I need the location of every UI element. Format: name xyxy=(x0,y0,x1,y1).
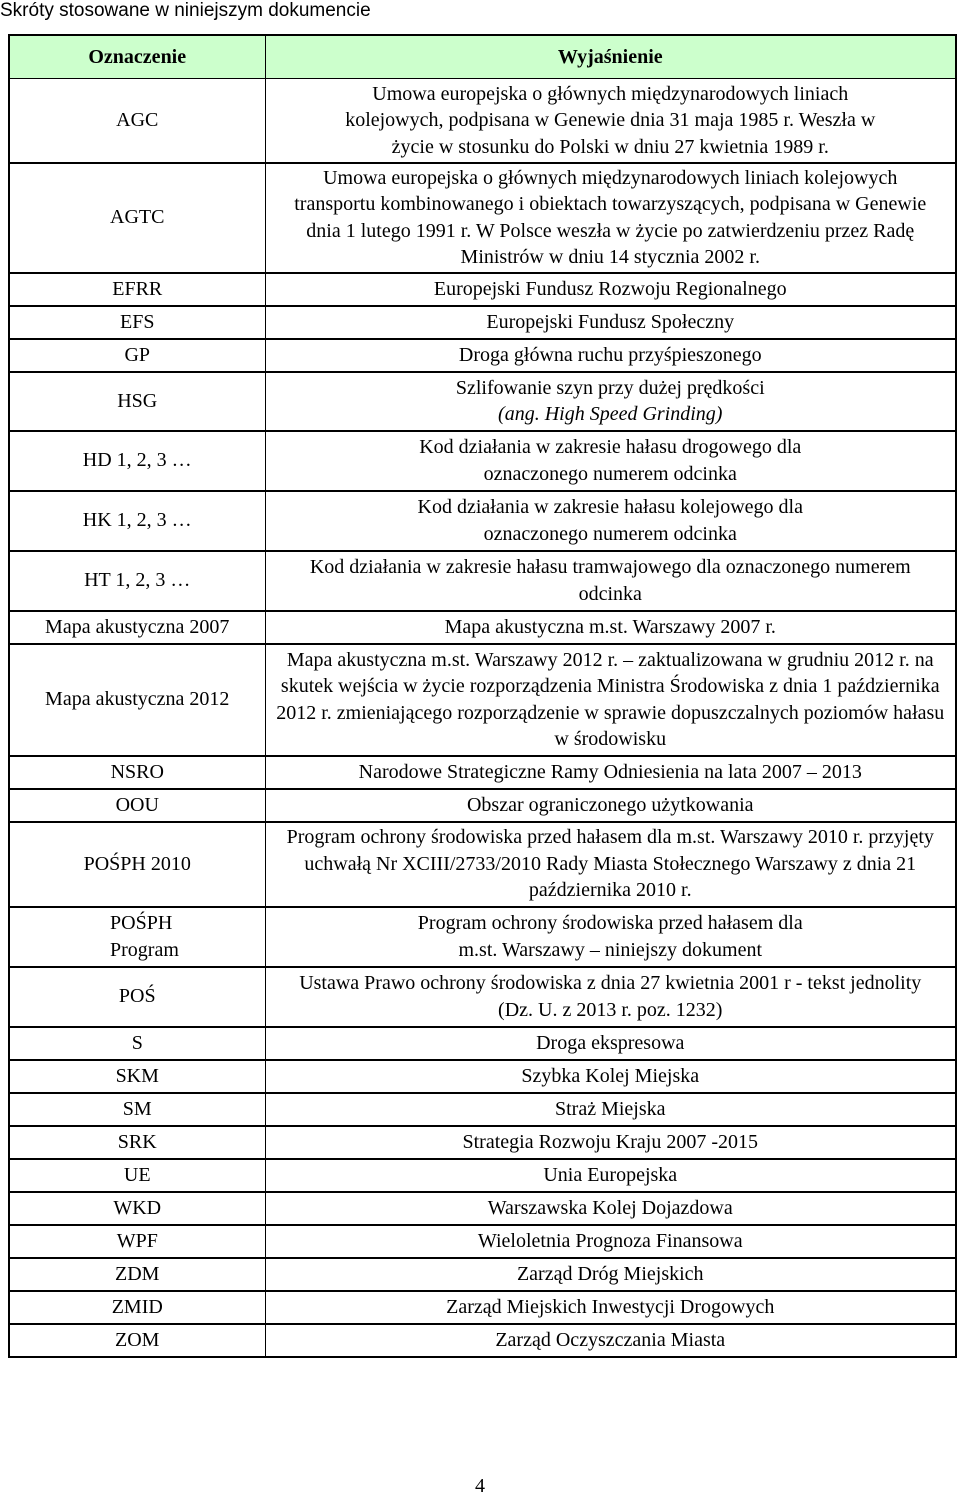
abbr-cell: SRK xyxy=(9,1126,265,1159)
table-row xyxy=(9,1291,956,1324)
abbr-cell: GP xyxy=(9,339,265,372)
table-row xyxy=(9,1225,956,1258)
table-row xyxy=(9,1060,956,1093)
table-row xyxy=(9,967,956,1027)
page-heading: Skróty stosowane w niniejszym dokumencie xyxy=(0,0,371,21)
abbr-cell: SKM xyxy=(9,1060,265,1093)
desc-cell: Zarząd Miejskich Inwestycji Drogowych xyxy=(265,1291,956,1324)
abbr-cell: HT 1, 2, 3 … xyxy=(9,551,265,611)
abbr-cell: POŚ xyxy=(9,967,265,1027)
table-row xyxy=(9,1192,956,1225)
abbr-cell: SM xyxy=(9,1093,265,1126)
desc-cell: Warszawska Kolej Dojazdowa xyxy=(265,1192,956,1225)
desc-cell xyxy=(265,372,956,431)
desc-cell: Zarząd Oczyszczania Miasta xyxy=(265,1324,956,1357)
desc-cell: Unia Europejska xyxy=(265,1159,956,1192)
abbr-cell: WKD xyxy=(9,1192,265,1225)
abbreviations-table xyxy=(8,34,957,1358)
abbr-cell: ZMID xyxy=(9,1291,265,1324)
desc-cell: Wieloletnia Prognoza Finansowa xyxy=(265,1225,956,1258)
abbr-cell: POŚPH 2010 xyxy=(9,822,265,907)
table-row xyxy=(9,1126,956,1159)
desc-cell: Kod działania w zakresie hałasu kolejowego dla oznaczonego numerem odcinka xyxy=(265,491,956,551)
desc-cell: Kod działania w zakresie hałasu drogowego dla oznaczonego numerem odcinka xyxy=(265,431,956,491)
abbr-cell: HSG xyxy=(9,372,265,431)
table-row xyxy=(9,306,956,339)
desc-cell: Umowa europejska o głównych międzynarodowych liniach kolejowych transportu kombinowanego i obiektach towarzyszących, podpisana w Genewie dnia 1 lutego 1991 r. W Polsce weszła w życie po zatwierdzeniu przez Radę Ministrów w dniu 14 stycznia 2002 r. xyxy=(265,163,956,273)
table-row xyxy=(9,1324,956,1357)
desc-line-english: (ang. High Speed Grinding) xyxy=(498,403,723,425)
desc-cell: Kod działania w zakresie hałasu tramwajowego dla oznaczonego numerem odcinka xyxy=(265,551,956,611)
desc-cell: Droga ekspresowa xyxy=(265,1027,956,1060)
table-row xyxy=(9,822,956,907)
desc-cell: Program ochrony środowiska przed hałasem dla m.st. Warszawy 2010 r. przyjęty uchwałą Nr XCIII/2733/2010 Rady Miasta Stołecznego Warszawy z dnia 21 października 2010 r. xyxy=(265,822,956,907)
table-row xyxy=(9,1093,956,1126)
desc-cell: Program ochrony środowiska przed hałasem dla m.st. Warszawy – niniejszy dokument xyxy=(265,907,956,967)
table-row xyxy=(9,1159,956,1192)
abbr-cell: AGTC xyxy=(9,163,265,273)
abbr-cell: HK 1, 2, 3 … xyxy=(9,491,265,551)
desc-cell: Strategia Rozwoju Kraju 2007 -2015 xyxy=(265,1126,956,1159)
table-row xyxy=(9,372,956,431)
abbr-cell: HD 1, 2, 3 … xyxy=(9,431,265,491)
desc-cell: Obszar ograniczonego użytkowania xyxy=(265,789,956,822)
header-explanation: Wyjaśnienie xyxy=(265,35,956,79)
abbr-cell: WPF xyxy=(9,1225,265,1258)
desc-cell: Szybka Kolej Miejska xyxy=(265,1060,956,1093)
table-row xyxy=(9,644,956,756)
abbr-cell: S xyxy=(9,1027,265,1060)
abbr-cell: POŚPH Program xyxy=(9,907,265,967)
table-row xyxy=(9,756,956,789)
abbr-cell: EFRR xyxy=(9,273,265,306)
abbr-cell: NSRO xyxy=(9,756,265,789)
abbr-cell: OOU xyxy=(9,789,265,822)
abbr-cell: ZOM xyxy=(9,1324,265,1357)
table-row xyxy=(9,79,956,163)
desc-cell: Narodowe Strategiczne Ramy Odniesienia na lata 2007 – 2013 xyxy=(265,756,956,789)
table-row xyxy=(9,789,956,822)
desc-line: Szlifowanie szyn przy dużej prędkości xyxy=(455,376,765,399)
header-abbreviation: Oznaczenie xyxy=(9,35,265,79)
table-row xyxy=(9,431,956,491)
desc-cell: Straż Miejska xyxy=(265,1093,956,1126)
table-row xyxy=(9,1258,956,1291)
desc-cell: Zarząd Dróg Miejskich xyxy=(265,1258,956,1291)
table-header-row xyxy=(9,35,956,79)
desc-cell: Umowa europejska o głównych międzynarodowych liniach kolejowych, podpisana w Genewie dnia 31 maja 1985 r. Weszła w życie w stosunku do Polski w dniu 27 kwietnia 1989 r. xyxy=(265,79,956,163)
abbr-cell: Mapa akustyczna 2012 xyxy=(9,644,265,756)
table-row xyxy=(9,163,956,273)
desc-cell: Mapa akustyczna m.st. Warszawy 2012 r. – zaktualizowana w grudniu 2012 r. na skutek wejścia w życie rozporządzenia Ministra Środowiska z dnia 1 października 2012 r. zmieniającego rozporządzenie w sprawie dopuszczalnych poziomów hałasu w środowisku xyxy=(265,644,956,756)
desc-cell: Mapa akustyczna m.st. Warszawy 2007 r. xyxy=(265,611,956,644)
abbr-cell: AGC xyxy=(9,79,265,163)
table-row xyxy=(9,491,956,551)
table-row xyxy=(9,273,956,306)
table-row xyxy=(9,907,956,967)
table-row xyxy=(9,1027,956,1060)
desc-cell: Droga główna ruchu przyśpieszonego xyxy=(265,339,956,372)
table-row xyxy=(9,551,956,611)
table-row xyxy=(9,339,956,372)
desc-cell: Ustawa Prawo ochrony środowiska z dnia 27 kwietnia 2001 r - tekst jednolity (Dz. U. z 2013 r. poz. 1232) xyxy=(265,967,956,1027)
desc-cell: Europejski Fundusz Rozwoju Regionalnego xyxy=(265,273,956,306)
desc-cell: Europejski Fundusz Społeczny xyxy=(265,306,956,339)
abbr-cell: ZDM xyxy=(9,1258,265,1291)
abbr-cell: EFS xyxy=(9,306,265,339)
abbr-cell: Mapa akustyczna 2007 xyxy=(9,611,265,644)
page-number: 4 xyxy=(475,1475,485,1497)
abbr-cell: UE xyxy=(9,1159,265,1192)
table-row xyxy=(9,611,956,644)
